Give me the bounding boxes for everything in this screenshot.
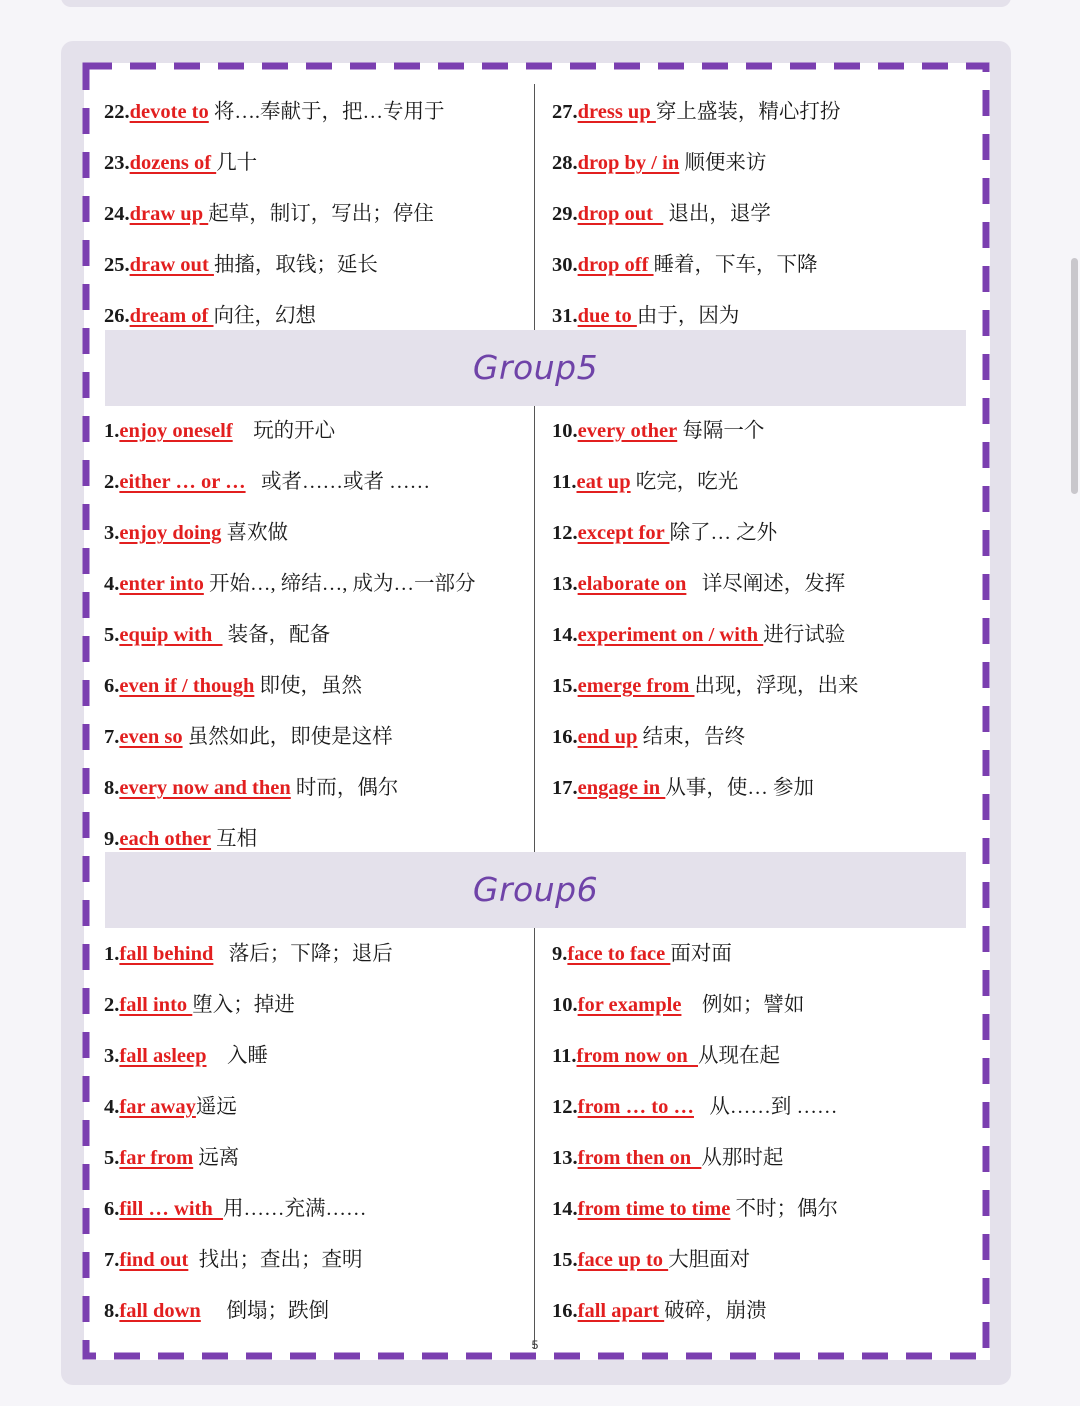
item-meaning: 不时；偶尔 [730,1198,838,1220]
item-meaning: 起草，制订，写出；停住 [208,203,434,225]
item-number: 30. [552,254,578,276]
vocab-item [552,250,818,280]
item-number: 8. [104,1300,120,1322]
item-number: 1. [104,943,120,965]
item-number: 9. [104,828,120,850]
item-phrase: drop out [577,203,664,225]
item-phrase: draw out [129,254,214,276]
item-phrase: far from [119,1147,194,1169]
vocab-item [552,620,845,650]
item-phrase: fill … with [119,1198,224,1220]
item-meaning: 时而，偶尔 [290,777,399,799]
vocab-item [104,97,445,127]
item-number: 4. [104,573,120,595]
vocab-item [104,824,257,854]
item-number: 13. [552,573,578,595]
item-meaning: 几十 [216,152,258,174]
item-number: 12. [552,1096,578,1118]
vocab-item [552,148,766,178]
vocab-item [104,620,330,650]
vocab-item [552,97,840,127]
item-meaning: 从现在起 [698,1045,780,1067]
vocab-item [552,1194,838,1224]
item-phrase: fall behind [119,943,214,965]
item-meaning: 顺便来访 [679,152,767,174]
item-meaning: 玩的开心 [232,420,336,442]
item-meaning: 除了… 之外 [669,522,778,544]
item-phrase: enter into [119,573,204,595]
vocab-item [552,301,739,331]
vocab-item [552,939,732,969]
item-phrase: even so [119,726,183,748]
vocab-item [104,416,335,446]
item-phrase: face to face [567,943,671,965]
vocab-item [552,722,745,752]
item-number: 17. [552,777,578,799]
item-meaning: 倒塌；跌倒 [200,1300,329,1322]
item-phrase: from now on [576,1045,698,1067]
item-meaning: 从事，使… 参加 [665,777,814,799]
item-number: 13. [552,1147,578,1169]
item-phrase: elaborate on [577,573,687,595]
item-number: 6. [104,675,120,697]
item-number: 7. [104,726,120,748]
item-number: 8. [104,777,120,799]
item-meaning: 即使，虽然 [254,675,362,697]
item-phrase: find out [119,1249,189,1271]
item-meaning: 找出；查出；查明 [188,1249,363,1271]
item-number: 11. [552,1045,577,1067]
item-number: 27. [552,101,578,123]
vocab-item [552,1092,837,1122]
vocab-item [104,1194,367,1224]
item-number: 2. [104,471,120,493]
item-number: 11. [552,471,577,493]
item-meaning: 堕入；掉进 [192,994,295,1016]
item-phrase: far away [119,1096,196,1118]
item-number: 31. [552,305,578,327]
vocab-item [104,1296,329,1326]
item-phrase: engage in [577,777,666,799]
item-meaning: 详尽阐述，发挥 [686,573,846,595]
vocab-item [104,467,430,497]
item-number: 23. [104,152,130,174]
vocab-item [552,1041,780,1071]
vocab-item [104,1092,237,1122]
item-phrase: drop off [577,254,654,276]
page-number: 5 [531,1338,539,1352]
item-phrase: emerge from [577,675,695,697]
vocab-item [104,518,288,548]
vocab-item [104,301,316,331]
item-meaning: 进行试验 [763,624,846,646]
item-meaning: 大胆面对 [668,1249,751,1271]
item-meaning: 装备，配备 [222,624,331,646]
item-number: 1. [104,420,120,442]
column-divider [534,928,535,1348]
group6-title: Group6 [472,870,599,909]
item-phrase: enjoy doing [119,522,222,544]
vocab-item [104,939,393,969]
item-meaning: 退出，退学 [663,203,771,225]
item-meaning: 从……到 …… [693,1096,838,1118]
section-group5 [104,406,966,852]
item-phrase: face up to [577,1249,669,1271]
item-number: 5. [104,1147,120,1169]
item-meaning: 面对面 [670,943,732,965]
vocab-item [104,569,475,599]
item-phrase: every other [577,420,678,442]
item-phrase: either … or … [119,471,246,493]
item-phrase: drop by / in [577,152,680,174]
item-number: 26. [104,305,130,327]
item-phrase: fall into [119,994,193,1016]
item-number: 24. [104,203,130,225]
item-meaning: 抽搐，取钱；延长 [213,254,378,276]
item-meaning: 睡着，下车，下降 [653,254,818,276]
item-number: 12. [552,522,578,544]
item-meaning: 或者……或者 …… [245,471,431,493]
vocab-item [552,416,764,446]
item-number: 7. [104,1249,120,1271]
group6-band [105,852,966,928]
vocab-item [104,671,362,701]
item-phrase: end up [577,726,638,748]
item-phrase: fall asleep [119,1045,207,1067]
item-number: 14. [552,1198,578,1220]
item-phrase: experiment on / with [577,624,764,646]
vocab-item [104,250,378,280]
group5-title: Group5 [472,348,599,387]
vocab-item [104,1143,239,1173]
item-phrase: except for [577,522,670,544]
item-meaning: 入睡 [206,1045,268,1067]
vocab-item [552,518,777,548]
vocab-item [104,199,434,229]
item-number: 5. [104,624,120,646]
item-meaning: 穿上盛装，精心打扮 [655,101,841,123]
item-phrase: equip with [119,624,223,646]
item-meaning: 结束，告终 [637,726,746,748]
item-number: 6. [104,1198,120,1220]
item-number: 4. [104,1096,120,1118]
item-number: 15. [552,675,578,697]
vocab-item [552,199,771,229]
vocab-item [104,148,257,178]
item-meaning: 将….奉献于，把…专用于 [208,101,445,123]
item-phrase: eat up [576,471,631,493]
item-meaning: 用……充满…… [223,1198,367,1220]
item-phrase: from time to time [577,1198,731,1220]
item-phrase: devote to [129,101,209,123]
vocab-item [552,1296,767,1326]
vocab-item [104,722,393,752]
item-phrase: every now and then [119,777,291,799]
item-meaning: 吃完，吃光 [630,471,739,493]
item-meaning: 从那时起 [701,1147,784,1169]
column-divider [534,84,535,330]
item-number: 9. [552,943,568,965]
column-divider [534,406,535,852]
item-number: 25. [104,254,130,276]
vocab-item [104,773,398,803]
item-phrase: draw up [129,203,209,225]
vocab-item [552,467,738,497]
item-phrase: fall apart [577,1300,665,1322]
item-number: 29. [552,203,578,225]
vocab-item [552,671,858,701]
scrollbar-thumb[interactable] [1071,258,1078,494]
item-phrase: from then on [577,1147,702,1169]
item-number: 22. [104,101,130,123]
item-phrase: dress up [577,101,656,123]
item-meaning: 由于，因为 [636,305,740,327]
item-meaning: 开始…, 缔结…, 成为…一部分 [203,573,476,595]
item-number: 15. [552,1249,578,1271]
section-top [104,92,966,330]
item-number: 10. [552,420,578,442]
item-meaning: 落后；下降；退后 [213,943,393,965]
vocab-item [552,1143,783,1173]
item-meaning: 出现，浮现，出来 [694,675,859,697]
item-number: 28. [552,152,578,174]
item-phrase: dream of [129,305,214,327]
item-phrase: from … to … [577,1096,694,1118]
item-meaning: 例如；譬如 [681,994,805,1016]
item-meaning: 互相 [211,828,258,850]
item-phrase: enjoy oneself [119,420,233,442]
item-meaning: 虽然如此，即使是这样 [182,726,393,748]
item-number: 16. [552,1300,578,1322]
item-number: 10. [552,994,578,1016]
item-meaning: 破碎，崩溃 [664,1300,767,1322]
item-phrase: due to [577,305,637,327]
item-meaning: 远离 [193,1147,240,1169]
vocab-item [104,1245,363,1275]
item-number: 14. [552,624,578,646]
item-meaning: 向往，幻想 [213,305,317,327]
item-number: 3. [104,522,120,544]
section-group6 [104,928,966,1348]
vocab-item [552,773,814,803]
item-phrase: even if / though [119,675,255,697]
item-meaning: 遥远 [195,1096,237,1118]
item-number: 16. [552,726,578,748]
vocab-item [104,1041,268,1071]
item-number: 3. [104,1045,120,1067]
vocab-item [552,990,804,1020]
item-phrase: dozens of [129,152,217,174]
vocab-item [552,1245,750,1275]
item-phrase: each other [119,828,212,850]
item-phrase: for example [577,994,682,1016]
vocab-item [552,569,845,599]
item-number: 2. [104,994,120,1016]
item-meaning: 每隔一个 [677,420,765,442]
item-meaning: 喜欢做 [221,522,288,544]
vocab-item [104,990,295,1020]
item-phrase: fall down [119,1300,201,1322]
group5-band [105,330,966,406]
